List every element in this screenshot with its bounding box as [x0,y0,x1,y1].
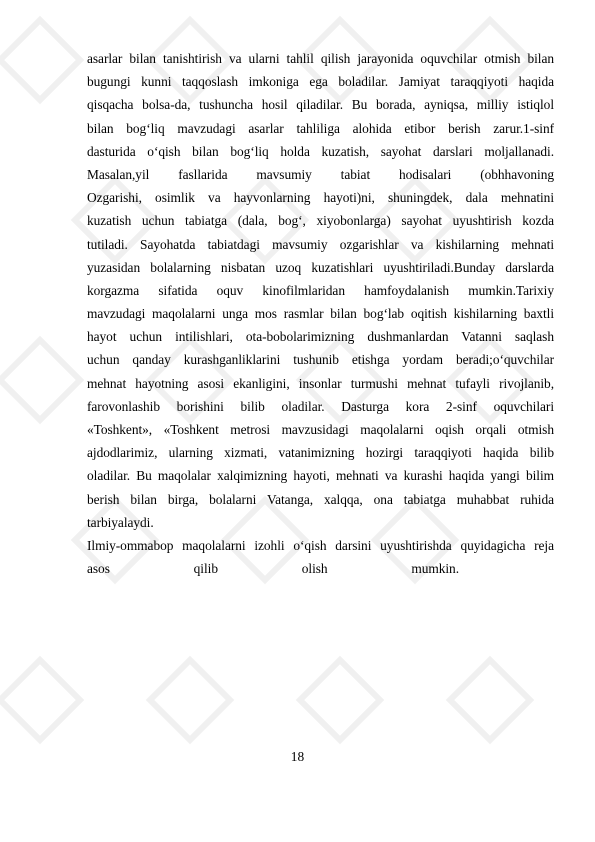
text-line: kuzatish uchun tabiatga (dala, bog‘, xiyobonlarga) sayohat uyushtirish kozda [87,213,554,229]
text-line: «Toshkent», «Toshkent metrosi mavzusidagi maqolalarni oqish orqali otmish [87,422,554,437]
text-line: bilan bog‘liq mavzudagi asarlar tahliliga alohida etibor berish zarur.1-sinf [87,120,554,136]
text-line: Masalan,yil fasllarida mavsumiy tabiat hodisalari (obhhavoning [87,166,554,182]
page-number: 18 [290,749,305,764]
text-line: Ilmiy-ommabop maqolalarni izohli o‘qish darsini uyushtirishda quyidagicha reja [87,537,554,553]
text-line: dasturida o‘qish bilan bog‘liq holda kuzatish, sayohat darslari moljallanadi. [87,143,554,159]
text-line: mavzudagi maqolalarni unga mos rasmlar bilan bog‘lab oqitish kishilarning baxtli [87,306,554,322]
text-line: tutiladi. Sayohatda tabiatdagi mavsumiy ozgarishlar va kishilarning mehnati [87,236,554,252]
text-line: korgazma sifatida oquv kinofilmlaridan hamfoydalanish mumkin.Tarixiy [87,282,554,298]
text-line: asos qilib olish mumkin. [87,561,459,577]
text-line: ajdodlarimiz, ularning xizmati, vatanimizning hozirgi taraqqiyoti haqida bilib [87,445,554,461]
text-line: yuzasidan bolalarning nisbatan uzoq kuzatishlari uyushtiriladi.Bunday darslarda [87,259,554,275]
text-line: farovonlashib borishini bilib oladilar. Dasturga kora 2-sinf oquvchilari [87,398,554,414]
text-line: hayot uchun intilishlari, ota-bobolarimizning dushmanlardan Vatanni saqlash [87,329,554,345]
text-line: tarbiyalaydi. [87,514,154,530]
body-text [87,47,554,580]
text-line: asarlar bilan tanishtirish va ularni tahlil qilish jarayonida oquvchilar otmish bilan [87,51,554,66]
text-line: Ozgarishi, osimlik va hayvonlarning hayoti)ni, shuningdek, dala mehnatini [87,190,554,206]
text-line: oladilar. Bu maqolalar xalqimizning hayoti, mehnati va kurashi haqida yangi bilim [87,468,554,484]
text-line: mehnat hayotning asosi ekanligini, insonlar turmushi mehnat tufayli rivojlanib, [87,375,554,391]
text-line: qisqacha bolsa-da, tushuncha hosil qiladilar. Bu borada, ayniqsa, milliy istiqlol [87,97,554,113]
text-line: berish bilan birga, bolalarni Vatanga, xalqqa, ona tabiatga muhabbat ruhida [87,491,554,507]
text-line: uchun qanday kurashganliklarini tushunib etishga yordam beradi;o‘quvchilar [87,352,554,368]
text-line: bugungi kunni taqqoslash imkoniga ega boladilar. Jamiyat taraqqiyoti haqida [87,74,554,90]
